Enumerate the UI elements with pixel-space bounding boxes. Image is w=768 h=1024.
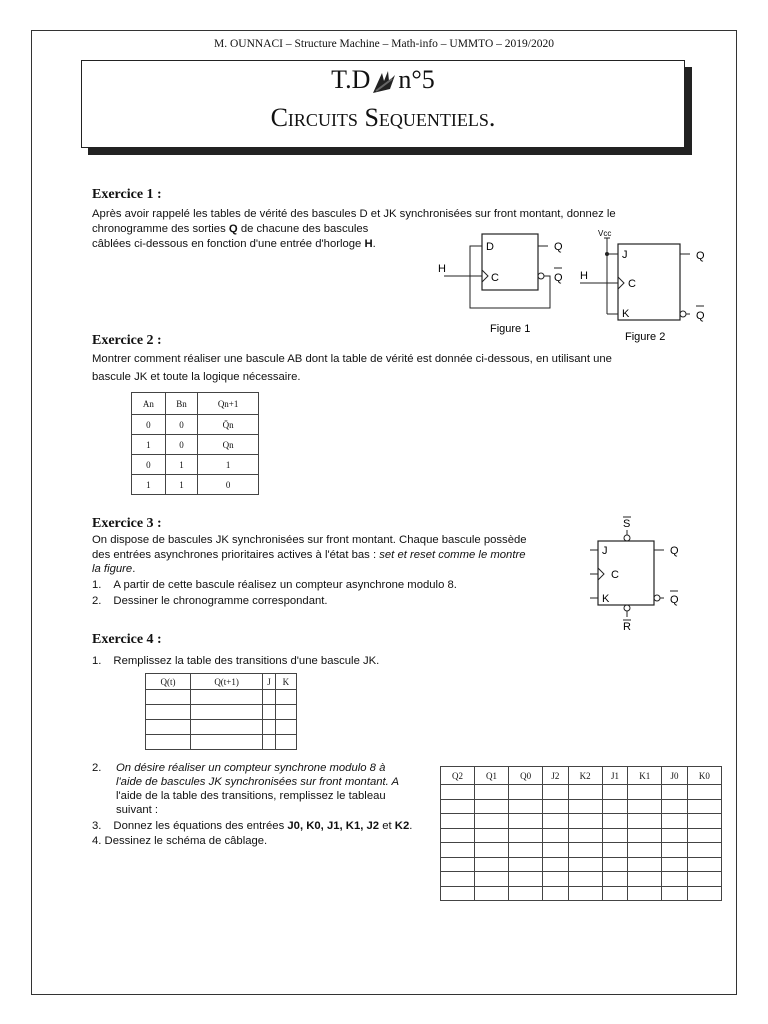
table-cell bbox=[602, 886, 628, 901]
title-suffix: n°5 bbox=[398, 65, 435, 94]
table-cell bbox=[146, 705, 191, 720]
table-cell bbox=[602, 872, 628, 887]
fig2-k-label: K bbox=[622, 308, 630, 320]
ex4-item-3: 3. Donnez les équations des entrées J0, K0, J1, K1, J2 et K2. bbox=[92, 820, 413, 832]
table-cell bbox=[263, 690, 276, 705]
table-cell bbox=[568, 843, 602, 858]
table-cell bbox=[475, 872, 509, 887]
ex4-item-2-line-3: l'aide de la table des transitions, remplissez le tableau bbox=[116, 790, 386, 802]
ex1-text-line-2: chronogramme des sorties Q de chacune des bascules bbox=[92, 223, 369, 235]
fig2-vcc-label: Vcc bbox=[598, 229, 612, 238]
fig2-caption: Figure 2 bbox=[625, 331, 666, 343]
ex4-item-2-line-4: suivant : bbox=[116, 804, 159, 816]
ex3-item-1: 1. A partir de cette bascule réalisez un compteur asynchrone modulo 8. bbox=[92, 579, 457, 591]
table-cell bbox=[146, 690, 191, 705]
fig3-qbar-label: Q bbox=[670, 594, 679, 606]
ex2-text-line-1: Montrer comment réaliser une bascule AB dont la table de vérité est donnée ci-dessous, en utilisant une bbox=[92, 353, 612, 365]
table-cell bbox=[191, 735, 263, 750]
table-cell bbox=[475, 857, 509, 872]
table-cell bbox=[441, 886, 475, 901]
title-line-1 bbox=[82, 65, 684, 95]
table-cell bbox=[662, 799, 688, 814]
table-cell bbox=[687, 843, 721, 858]
fig1-d-label: D bbox=[486, 241, 494, 253]
table-cell bbox=[662, 828, 688, 843]
table-cell: 0 bbox=[198, 475, 259, 495]
ex1-text-line-1: Après avoir rappelé les tables de vérité des bascules D et JK synchronisées sur front montant, donnez le bbox=[92, 208, 616, 220]
table-cell bbox=[628, 814, 662, 829]
table-cell bbox=[628, 886, 662, 901]
table-cell bbox=[662, 872, 688, 887]
ex4-item-4: 4. Dessinez le schéma de câblage. bbox=[92, 835, 268, 847]
table-cell bbox=[628, 843, 662, 858]
fig2-q-label: Q bbox=[696, 250, 705, 262]
ex2-text-line-2: bascule JK et toute la logique nécessaire. bbox=[92, 371, 301, 383]
ex4-t1-header-j: J bbox=[263, 674, 276, 690]
ex4-item-2: 2. On désire réaliser un compteur synchrone modulo 8 à bbox=[92, 762, 386, 774]
table-cell bbox=[509, 785, 543, 800]
table-cell bbox=[509, 814, 543, 829]
ex4-t2-header-j0: J0 bbox=[662, 767, 688, 785]
ex2-header-an: An bbox=[132, 393, 166, 415]
table-cell bbox=[146, 720, 191, 735]
fig2-h-label: H bbox=[580, 270, 588, 282]
table-cell bbox=[628, 785, 662, 800]
table-cell bbox=[662, 785, 688, 800]
fig3-s-label: S bbox=[623, 518, 631, 530]
table-cell bbox=[687, 799, 721, 814]
ex4-t2-header-k0: K0 bbox=[687, 767, 721, 785]
table-cell bbox=[687, 872, 721, 887]
table-cell bbox=[568, 828, 602, 843]
title-box bbox=[81, 60, 685, 148]
table-cell bbox=[509, 872, 543, 887]
table-cell bbox=[687, 785, 721, 800]
table-cell: 1 bbox=[165, 455, 197, 475]
table-cell: 0 bbox=[132, 415, 166, 435]
table-cell: 0 bbox=[132, 455, 166, 475]
ex1-title: Exercice 1 : bbox=[92, 187, 162, 202]
table-cell bbox=[687, 857, 721, 872]
table-cell bbox=[543, 828, 569, 843]
table-cell bbox=[568, 857, 602, 872]
table-cell bbox=[509, 828, 543, 843]
table-cell bbox=[191, 705, 263, 720]
table-cell: Q̄n bbox=[198, 415, 259, 435]
ex4-t1-header-k: K bbox=[275, 674, 296, 690]
table-cell: 1 bbox=[132, 475, 166, 495]
table-cell bbox=[509, 857, 543, 872]
table-cell bbox=[602, 843, 628, 858]
table-cell: 0 bbox=[165, 415, 197, 435]
table-cell bbox=[441, 785, 475, 800]
ex3-text-line-2: des entrées asynchrones prioritaires actives à l'état bas : set et reset comme le montre bbox=[92, 549, 526, 561]
table-cell bbox=[275, 705, 296, 720]
table-cell bbox=[543, 785, 569, 800]
ex4-t2-header-k1: K1 bbox=[628, 767, 662, 785]
table-cell bbox=[191, 720, 263, 735]
ex3-text-line-3: la figure. bbox=[92, 563, 136, 575]
table-cell bbox=[628, 828, 662, 843]
table-cell bbox=[568, 886, 602, 901]
table-cell: 1 bbox=[198, 455, 259, 475]
table-cell: 0 bbox=[165, 435, 197, 455]
table-cell bbox=[191, 690, 263, 705]
fig1-q-label: Q bbox=[554, 241, 563, 253]
ex4-t1-header-qt: Q(t) bbox=[146, 674, 191, 690]
table-cell bbox=[687, 814, 721, 829]
fig3-r-label: R bbox=[623, 621, 631, 633]
witch-icon bbox=[370, 69, 398, 95]
table-cell bbox=[543, 843, 569, 858]
table-cell bbox=[475, 843, 509, 858]
fig3-c-label: C bbox=[611, 569, 619, 581]
table-cell bbox=[628, 857, 662, 872]
table-cell bbox=[263, 705, 276, 720]
table-cell bbox=[662, 857, 688, 872]
table-cell bbox=[275, 735, 296, 750]
table-cell: 1 bbox=[165, 475, 197, 495]
table-cell bbox=[509, 843, 543, 858]
ex4-item-1: 1. Remplissez la table des transitions d'une bascule JK. bbox=[92, 655, 380, 667]
table-cell bbox=[568, 785, 602, 800]
table-cell bbox=[568, 799, 602, 814]
fig2-j-label: J bbox=[622, 249, 628, 261]
table-cell bbox=[568, 872, 602, 887]
title-prefix: T.D bbox=[331, 65, 371, 94]
title-line-2: Circuits Sequentiels. bbox=[270, 103, 496, 132]
table-cell bbox=[475, 785, 509, 800]
ex4-t2-header-j2: J2 bbox=[543, 767, 569, 785]
table-cell bbox=[602, 828, 628, 843]
table-cell bbox=[628, 799, 662, 814]
ex3-title: Exercice 3 : bbox=[92, 516, 162, 531]
ex3-text-line-1: On dispose de bascules JK synchronisées sur front montant. Chaque bascule possède bbox=[92, 534, 527, 546]
table-cell: 1 bbox=[132, 435, 166, 455]
table-cell bbox=[475, 828, 509, 843]
ex1-text-line-3: câblées ci-dessous en fonction d'une entrée d'horloge H. bbox=[92, 238, 376, 250]
fig2-qbar-label: Q bbox=[696, 310, 705, 322]
table-cell bbox=[602, 814, 628, 829]
fig1-h-label: H bbox=[438, 263, 446, 275]
ex2-title: Exercice 2 : bbox=[92, 333, 162, 348]
table-cell bbox=[509, 886, 543, 901]
table-cell bbox=[475, 886, 509, 901]
ex4-t2-header-j1: J1 bbox=[602, 767, 628, 785]
table-cell bbox=[687, 886, 721, 901]
table-cell bbox=[543, 814, 569, 829]
table-cell bbox=[602, 785, 628, 800]
table-cell bbox=[475, 814, 509, 829]
table-cell bbox=[475, 799, 509, 814]
fig1-c-label: C bbox=[491, 272, 499, 284]
ex4-title: Exercice 4 : bbox=[92, 632, 162, 647]
table-cell bbox=[441, 814, 475, 829]
table-cell bbox=[662, 814, 688, 829]
ex3-item-2: 2. Dessiner le chronogramme correspondant. bbox=[92, 595, 328, 607]
table-cell bbox=[543, 886, 569, 901]
fig1-qbar-label: Q bbox=[554, 272, 563, 284]
ex4-counter-table bbox=[440, 766, 722, 901]
table-cell bbox=[146, 735, 191, 750]
fig3-j-label: J bbox=[602, 545, 608, 557]
table-cell bbox=[263, 735, 276, 750]
page-header: M. OUNNACI – Structure Machine – Math-info – UMMTO – 2019/2020 bbox=[214, 38, 554, 50]
table-cell bbox=[568, 814, 602, 829]
table-cell bbox=[509, 799, 543, 814]
table-cell bbox=[441, 872, 475, 887]
table-cell bbox=[543, 857, 569, 872]
table-cell bbox=[602, 799, 628, 814]
table-cell bbox=[687, 828, 721, 843]
fig3-k-label: K bbox=[602, 593, 610, 605]
table-cell bbox=[628, 872, 662, 887]
ex4-t2-header-q2: Q2 bbox=[441, 767, 475, 785]
table-cell bbox=[543, 872, 569, 887]
ex4-transition-table bbox=[145, 673, 297, 750]
ex4-t2-header-q1: Q1 bbox=[475, 767, 509, 785]
fig1-caption: Figure 1 bbox=[490, 323, 531, 335]
table-cell bbox=[441, 799, 475, 814]
table-cell bbox=[263, 720, 276, 735]
ex3-jk-sr-figure bbox=[586, 514, 696, 638]
fig3-q-label: Q bbox=[670, 545, 679, 557]
fig2-c-label: C bbox=[628, 278, 636, 290]
ex2-header-qn1: Qn+1 bbox=[198, 393, 259, 415]
ex4-t1-header-qt1: Q(t+1) bbox=[191, 674, 263, 690]
table-cell bbox=[441, 828, 475, 843]
ex4-item-2-line-2: l'aide de bascules JK synchronisées sur front montant. A bbox=[116, 776, 400, 788]
ex4-t2-header-q0: Q0 bbox=[509, 767, 543, 785]
table-cell bbox=[275, 720, 296, 735]
ex2-truth-table bbox=[131, 392, 259, 495]
table-cell bbox=[543, 799, 569, 814]
table-cell bbox=[275, 690, 296, 705]
figure-1-d-flipflop bbox=[438, 234, 563, 335]
ex1-figures bbox=[432, 228, 732, 348]
table-cell bbox=[441, 843, 475, 858]
ex2-header-bn: Bn bbox=[165, 393, 197, 415]
table-cell bbox=[662, 843, 688, 858]
table-cell bbox=[662, 886, 688, 901]
table-cell: Qn bbox=[198, 435, 259, 455]
figure-2-jk-flipflop bbox=[580, 229, 705, 343]
table-cell bbox=[602, 857, 628, 872]
table-cell bbox=[441, 857, 475, 872]
ex4-t2-header-k2: K2 bbox=[568, 767, 602, 785]
